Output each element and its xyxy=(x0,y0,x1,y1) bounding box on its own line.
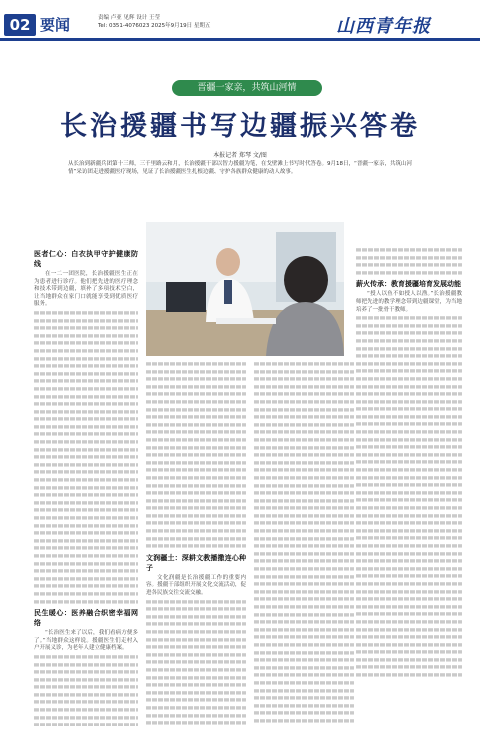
newspaper-logo: 山西青年报 xyxy=(336,16,431,37)
section-title: 要闻 xyxy=(40,16,71,34)
masthead xyxy=(0,0,480,40)
masthead-rule xyxy=(0,38,480,41)
column-4 xyxy=(356,246,462,726)
topic-banner: 晋疆一家亲，共筑山河情 xyxy=(172,80,322,96)
byline: 本报记者 郑琴 文/图 xyxy=(213,152,267,159)
section-heading-2: 民生暖心：医养融合织密幸福网络 xyxy=(34,609,138,628)
date-line: Tel: 0351-4076023 2025年9月19日 星期五 xyxy=(98,23,211,29)
article-photo xyxy=(146,222,344,356)
section-heading-1: 医者仁心：白衣执甲守护健康防线 xyxy=(34,250,138,268)
doctor-consultation-photo xyxy=(146,222,344,356)
section-heading-3: 文润疆土：深耕文教播撒连心种子 xyxy=(146,553,246,572)
section-body-2: “长治医生来了以后，我们看病方便多了。”当地群众这样说。援疆医生们走村入户开展义诊，为老年人建立健康档案。 xyxy=(34,630,138,652)
article-intro: 从长治到新疆兵团第十三师，三千里路云和月，长治援疆干部以智力援疆为笔，在戈壁滩上书写时代答卷。9月18日，“晋疆一家亲，共筑山河情”采访团走进援疆医疗现场，见证了长治援疆医生扎根边疆、守护各族群众健康的动人故事。 xyxy=(68,161,412,175)
masthead-meta xyxy=(98,14,338,30)
column-1 xyxy=(34,246,138,726)
editor-line: 责编 卢亚 见辉 设计 王莹 xyxy=(98,15,160,21)
section-body-3: 文化润疆是长治援疆工作的重要内容。援疆干部组织开展文化交流活动，促进各民族交往交流交融。 xyxy=(146,574,246,597)
section-body-4: “授人以鱼不如授人以渔。”长治援疆教师把先进的教学理念带到边疆课堂，为当地培养了一批骨干教师。 xyxy=(356,291,462,313)
section-heading-4: 薪火传承：教育援疆培育发展动能 xyxy=(356,280,461,289)
column-2 xyxy=(146,360,246,726)
page-number: 02 xyxy=(4,14,36,36)
headline: 长治援疆书写边疆振兴答卷 xyxy=(60,111,420,142)
column-3 xyxy=(254,360,354,726)
section-body-1: 在一二一团医院，长治援疆医生正在为患者进行诊疗。他们把先进的医疗理念和技术带到边疆，填补了多项技术空白，让当地群众在家门口就能享受到优质医疗服务。 xyxy=(34,271,138,308)
